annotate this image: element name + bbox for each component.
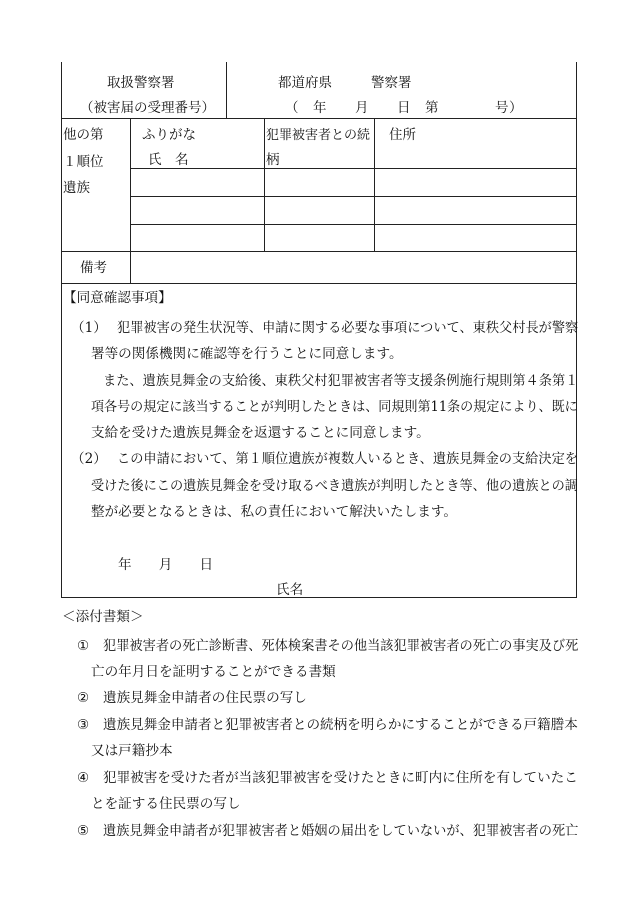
row-label: １順位 (63, 154, 104, 170)
table-line (264, 118, 265, 251)
signature-name-label: 氏名 (276, 582, 304, 598)
table-line (130, 224, 577, 225)
address-header: 住所 (389, 127, 416, 143)
date-line: 年 月 日 (118, 557, 214, 573)
consent-text: 支給を受けた遺族見舞金を返還することに同意します。 (91, 425, 430, 441)
name-header: 氏 名 (148, 152, 189, 168)
attachment-number: ② (77, 690, 90, 706)
police-station-field: 警察署 (371, 75, 412, 91)
attachment-text: 犯罪被害を受けた者が当該犯罪被害を受けたときに町内に住所を有していたこ (103, 770, 578, 786)
table-line (130, 168, 577, 169)
table-line (61, 251, 577, 252)
station-label: 取扱警察署 (107, 75, 175, 91)
table-line (374, 118, 375, 251)
attachments-heading: ＜添付書類＞ (62, 609, 144, 625)
furigana-header: ふりがな (142, 127, 196, 143)
consent-text: 整が必要となるときは、私の責任において解決いたします。 (91, 504, 457, 520)
attachment-text: 亡の年月日を証明することができる書類 (91, 664, 336, 680)
attachment-text: 又は戸籍抄本 (91, 743, 173, 759)
attachment-text: 遺族見舞金申請者と犯罪被害者との続柄を明らかにすることができる戸籍謄本 (103, 717, 578, 733)
attachment-number: ① (77, 638, 90, 654)
receipt-number-field: （ 年 月 日 第 号） (285, 100, 523, 116)
consent-item-number: （2） (71, 451, 107, 467)
table-line (130, 118, 131, 283)
attachment-number: ③ (77, 717, 90, 733)
receipt-label: （被害届の受理番号） (80, 100, 215, 116)
relationship-header: 犯罪被害者との続 (266, 128, 371, 143)
prefecture-field: 都道府県 (278, 75, 332, 91)
attachment-text: 遺族見舞金申請者が犯罪被害者と婚姻の届出をしていないが、犯罪被害者の死亡 (103, 823, 579, 839)
attachment-text: 犯罪被害者の死亡診断書、死体検案書その他当該犯罪被害者の死亡の事実及び死 (103, 638, 579, 654)
consent-text: また、遺族見舞金の支給後、東秩父村犯罪被害者等支援条例施行規則第４条第１ (103, 373, 579, 389)
table-line (61, 118, 577, 119)
table-line (226, 62, 227, 119)
consent-item-number: （1） (71, 320, 107, 336)
attachment-number: ④ (77, 770, 90, 786)
consent-text: 受けた後にこの遺族見舞金を受け取るべき遺族が判明したとき等、他の遺族との調 (91, 478, 578, 494)
relationship-header: 柄 (266, 152, 280, 168)
table-line (130, 196, 577, 197)
attachment-text: 遺族見舞金申請者の住民票の写し (103, 690, 307, 706)
remarks-label: 備考 (80, 260, 107, 276)
table-line (61, 283, 577, 284)
consent-text: この申請において、第１順位遺族が複数人いるとき、遺族見舞金の支給決定を (117, 451, 578, 467)
consent-text: 署等の関係機関に確認等を行うことに同意します。 (91, 346, 403, 362)
consent-text: 項各号の規定に該当することが判明したときは、同規則第11条の規定により、既に (91, 399, 578, 415)
consent-heading: 【同意確認事項】 (63, 290, 172, 306)
row-label: 他の第 (63, 127, 104, 143)
consent-text: 犯罪被害の発生状況等、申請に関する必要な事項について、東秩父村長が警察 (117, 320, 579, 336)
attachment-text: とを証する住民票の写し (91, 796, 241, 812)
row-label: 遺族 (63, 180, 90, 196)
attachment-number: ⑤ (77, 823, 90, 839)
